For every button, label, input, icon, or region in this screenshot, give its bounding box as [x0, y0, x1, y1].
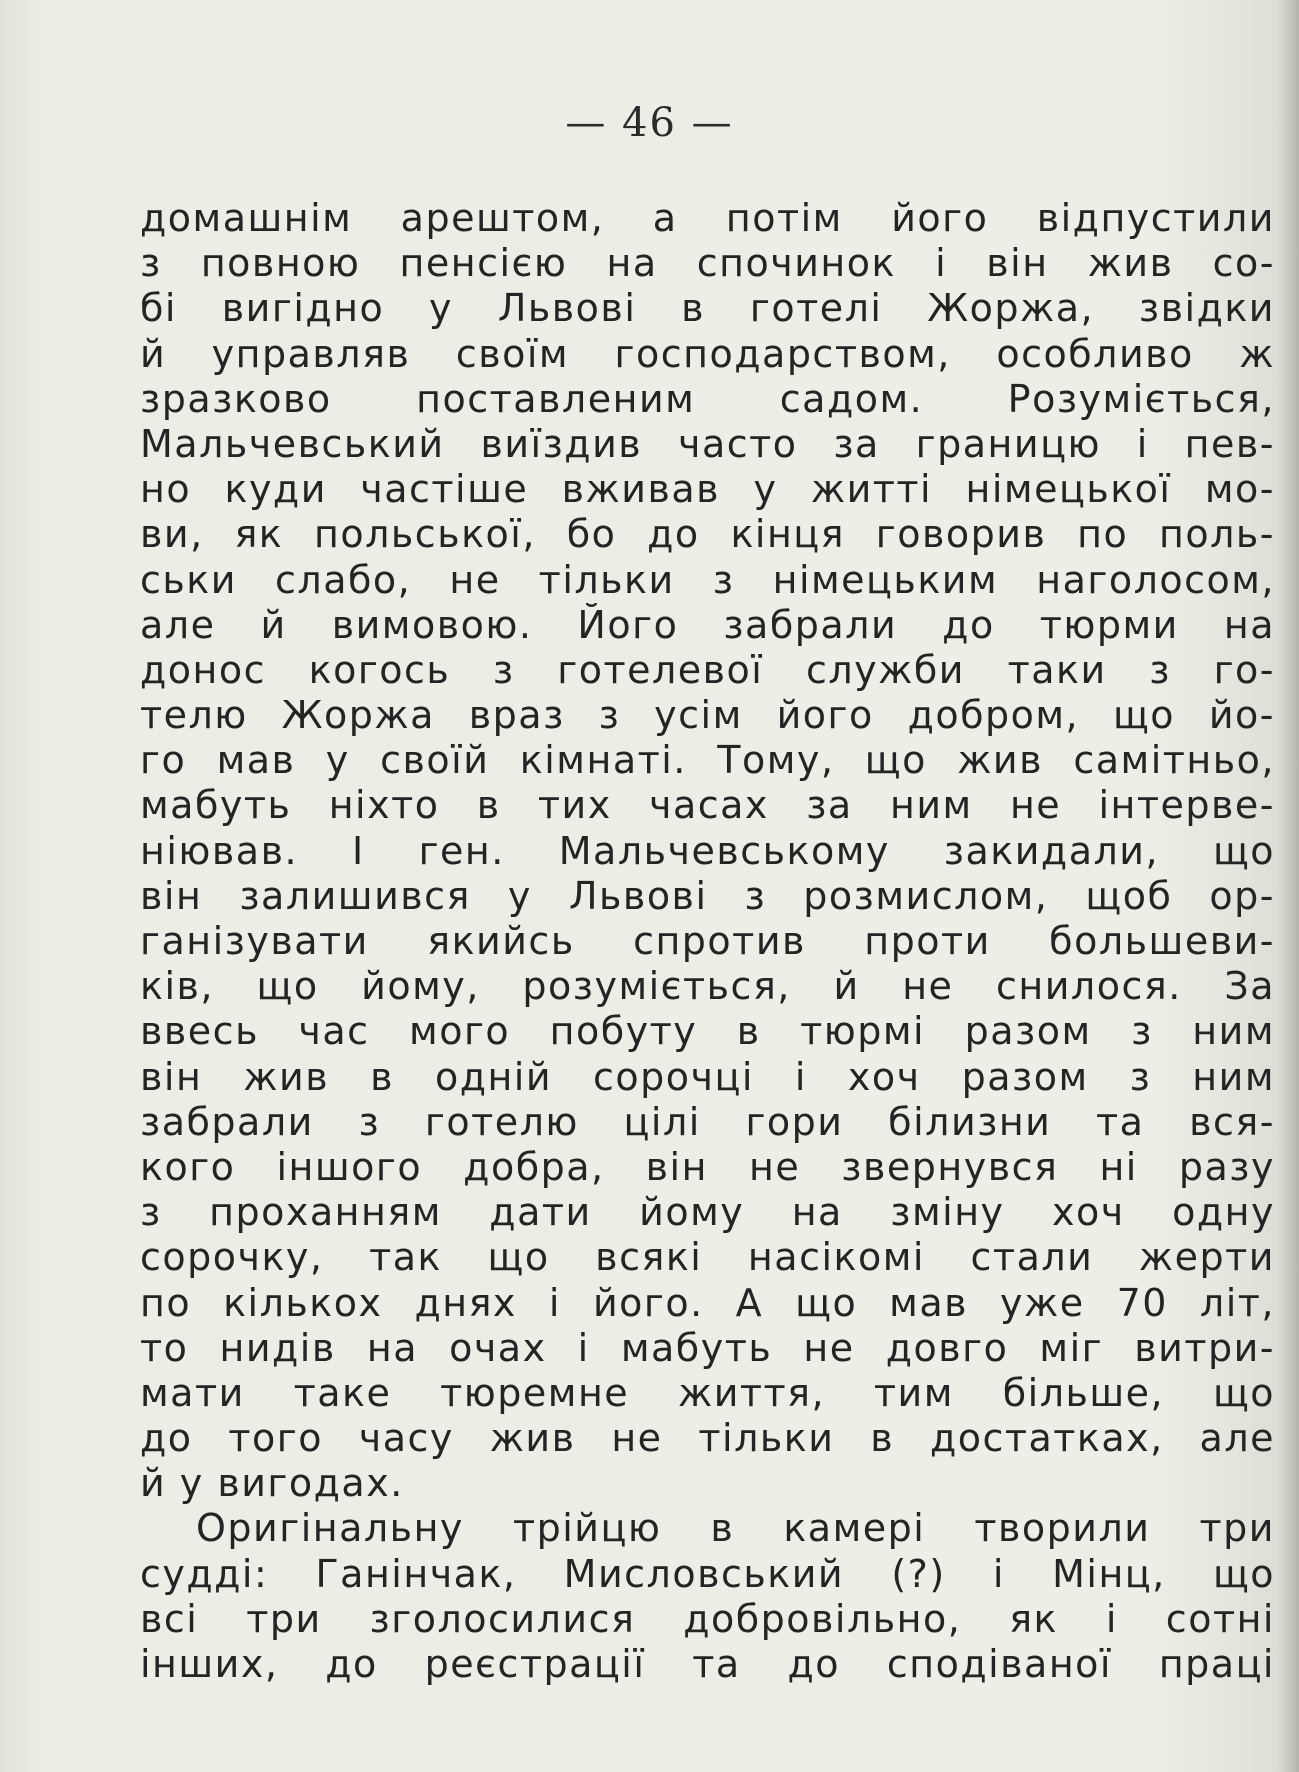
text-line: інших, до реєстрації та до сподіваної праці — [140, 1642, 1275, 1686]
text-line-paragraph-start: Оригінальну трійцю в камері творили три — [196, 1506, 1275, 1551]
text-line: мабуть ніхто в тих часах за ним не інтерве- — [140, 783, 1275, 828]
page-number: — 46 — — [565, 100, 734, 146]
text-line: й управляв своїм господарством, особливо ж — [140, 331, 1275, 376]
text-line: мати таке тюремне життя, тим більше, що — [140, 1370, 1275, 1415]
text-line: він жив в одній сорочці і хоч разом з ним — [140, 1054, 1275, 1099]
text-line: домашнім арештом, а потім його відпустили — [140, 196, 1275, 240]
text-line: зразково поставленим садом. Розуміється, — [140, 376, 1275, 421]
text-line: по кількох днях і його. А що мав уже 70 літ, — [140, 1280, 1275, 1325]
text-line: з проханням дати йому на зміну хоч одну — [140, 1190, 1275, 1235]
text-line: но куди частіше вживав у житті німецької мо- — [140, 467, 1275, 512]
text-line: але й вимовою. Його забрали до тюрми на — [140, 602, 1275, 647]
text-line: ніював. І ген. Мальчевському закидали, що — [140, 828, 1275, 873]
text-line: кого іншого добра, він не звернувся ні разу — [140, 1144, 1275, 1189]
text-line: Мальчевський виїздив часто за границю і пев- — [140, 421, 1275, 466]
text-line: з повною пенсією на спочинок і він жив со- — [140, 241, 1275, 286]
text-line: він залишився у Львові з розмислом, щоб ор- — [140, 873, 1275, 918]
body-text — [140, 196, 1275, 1687]
text-line: го мав у своїй кімнаті. Тому, що жив самітньо, — [140, 738, 1275, 783]
text-line: ків, що йому, розуміється, й не снилося. За — [140, 964, 1275, 1009]
text-line: ськи слабо, не тільки з німецьким наголосом, — [140, 557, 1275, 602]
text-line: судді: Ганінчак, Мисловський (?) і Мінц, що — [140, 1551, 1275, 1596]
text-line: ви, як польської, бо до кінця говорив по поль- — [140, 512, 1275, 557]
text-line: ганізувати якийсь спротив проти большеви- — [140, 919, 1275, 963]
text-line: телю Жоржа враз з усім його добром, що йо- — [140, 693, 1275, 738]
text-line: бі вигідно у Львові в готелі Жоржа, звідки — [140, 286, 1275, 331]
text-line: сорочку, так що всякі насікомі стали жерти — [140, 1235, 1275, 1280]
text-line: до того часу жив не тільки в достатках, але — [140, 1416, 1275, 1461]
text-line: всі три зголосилися добровільно, як і сотні — [140, 1596, 1275, 1641]
text-line: то нидів на очах і мабуть не довго міг витри- — [140, 1325, 1275, 1370]
page-edge-shadow — [1277, 0, 1299, 1772]
text-line: забрали з готелю цілі гори білизни та вся- — [140, 1099, 1275, 1144]
text-line: донос когось з готелевої служби таки з го- — [140, 647, 1275, 692]
text-line: ввесь час мого побуту в тюрмі разом з ним — [140, 1009, 1275, 1054]
text-line-paragraph-end: й у вигодах. — [140, 1461, 404, 1506]
